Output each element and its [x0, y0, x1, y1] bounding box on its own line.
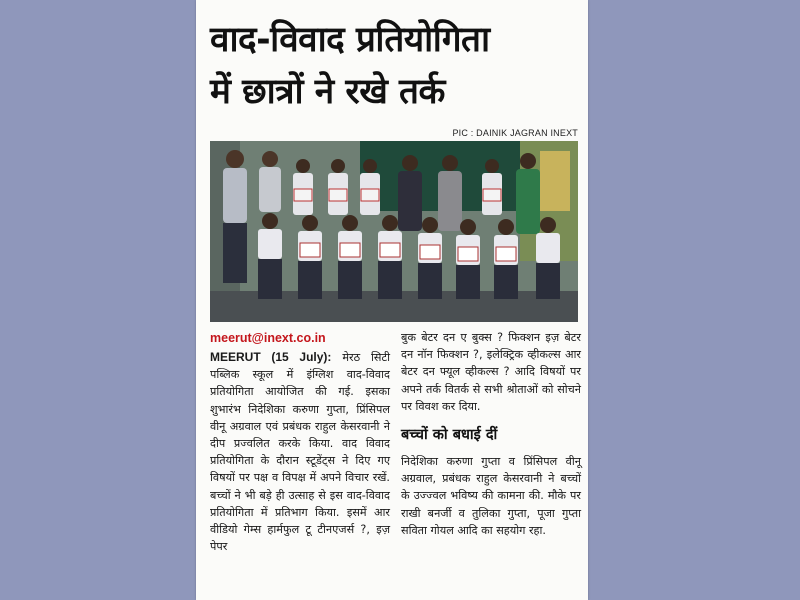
dateline: MEERUT (15 July):: [210, 350, 332, 364]
reporter-email: meerut@inext.co.in: [210, 331, 326, 345]
paragraph-1-text: मेरठ सिटी पब्लिक स्कूल में इंग्लिश वाद-विवाद प्रतियोगिता आयोजित की गई. इसका शुभारंभ निदेशिका करुणा गुप्ता, प्रिंसिपल वीनू अग्रवाल एवं प्रबंधक राहुल केसरवानी ने दीप प्रज्वलित करके किया. वाद विवाद प्रतियोगिता के दौरान स्टूडेंट्स ने दिए गए विषयों पर पक्ष व विपक्ष में अपने विचार रखें. बच्चों ने भी बड़े ही उत्साह से इस वाद-विवाद प्रतियोगिता में प्रतिभाग किया. इसमें आर वीडियो गेम्स हार्मफुल टू टीनएजर्स ?, इज़ पेपर: [210, 351, 390, 554]
headline-line-2: में छात्रों ने रखे तर्क: [210, 72, 445, 112]
article-paragraph-3: निदेशिका करुणा गुप्ता व प्रिंसिपल वीनू अग्रवाल, प्रबंधक राहुल केसरवानी ने बच्चों के उज्ज्वल भविष्य की कामना की. मौके पर राखी बनर्जी व तुलिका गुप्ता, पूजा गुप्ता सविता गोयल आदि का सहयोग रहा.: [401, 455, 581, 537]
article-column-right: [401, 329, 581, 539]
headline: [210, 14, 580, 118]
group-photo: [210, 141, 578, 322]
article-paragraph-2: बुक बेटर दन ए बुक्स ? फिक्शन इज़ बेटर दन नॉन फिक्शन ?, इलेक्ट्रिक व्हीकल्स आर बेटर दन फ्यूल व्हीकल्स ? आदि विषयों पर अपने तर्क वितर्क से सभी श्रोताओं को सोचने पर विवश कर दिया.: [401, 331, 581, 413]
photo-credit: PIC : DAINIK JAGRAN INEXT: [452, 128, 578, 138]
article-column-left: [210, 329, 390, 555]
subheading: बच्चों को बधाई दीं: [401, 427, 498, 444]
headline-line-1: वाद-विवाद प्रतियोगिता: [210, 20, 490, 60]
group-photo-illustration: [210, 141, 578, 322]
newspaper-clipping: [196, 0, 588, 600]
article-paragraph-1: [210, 349, 390, 555]
